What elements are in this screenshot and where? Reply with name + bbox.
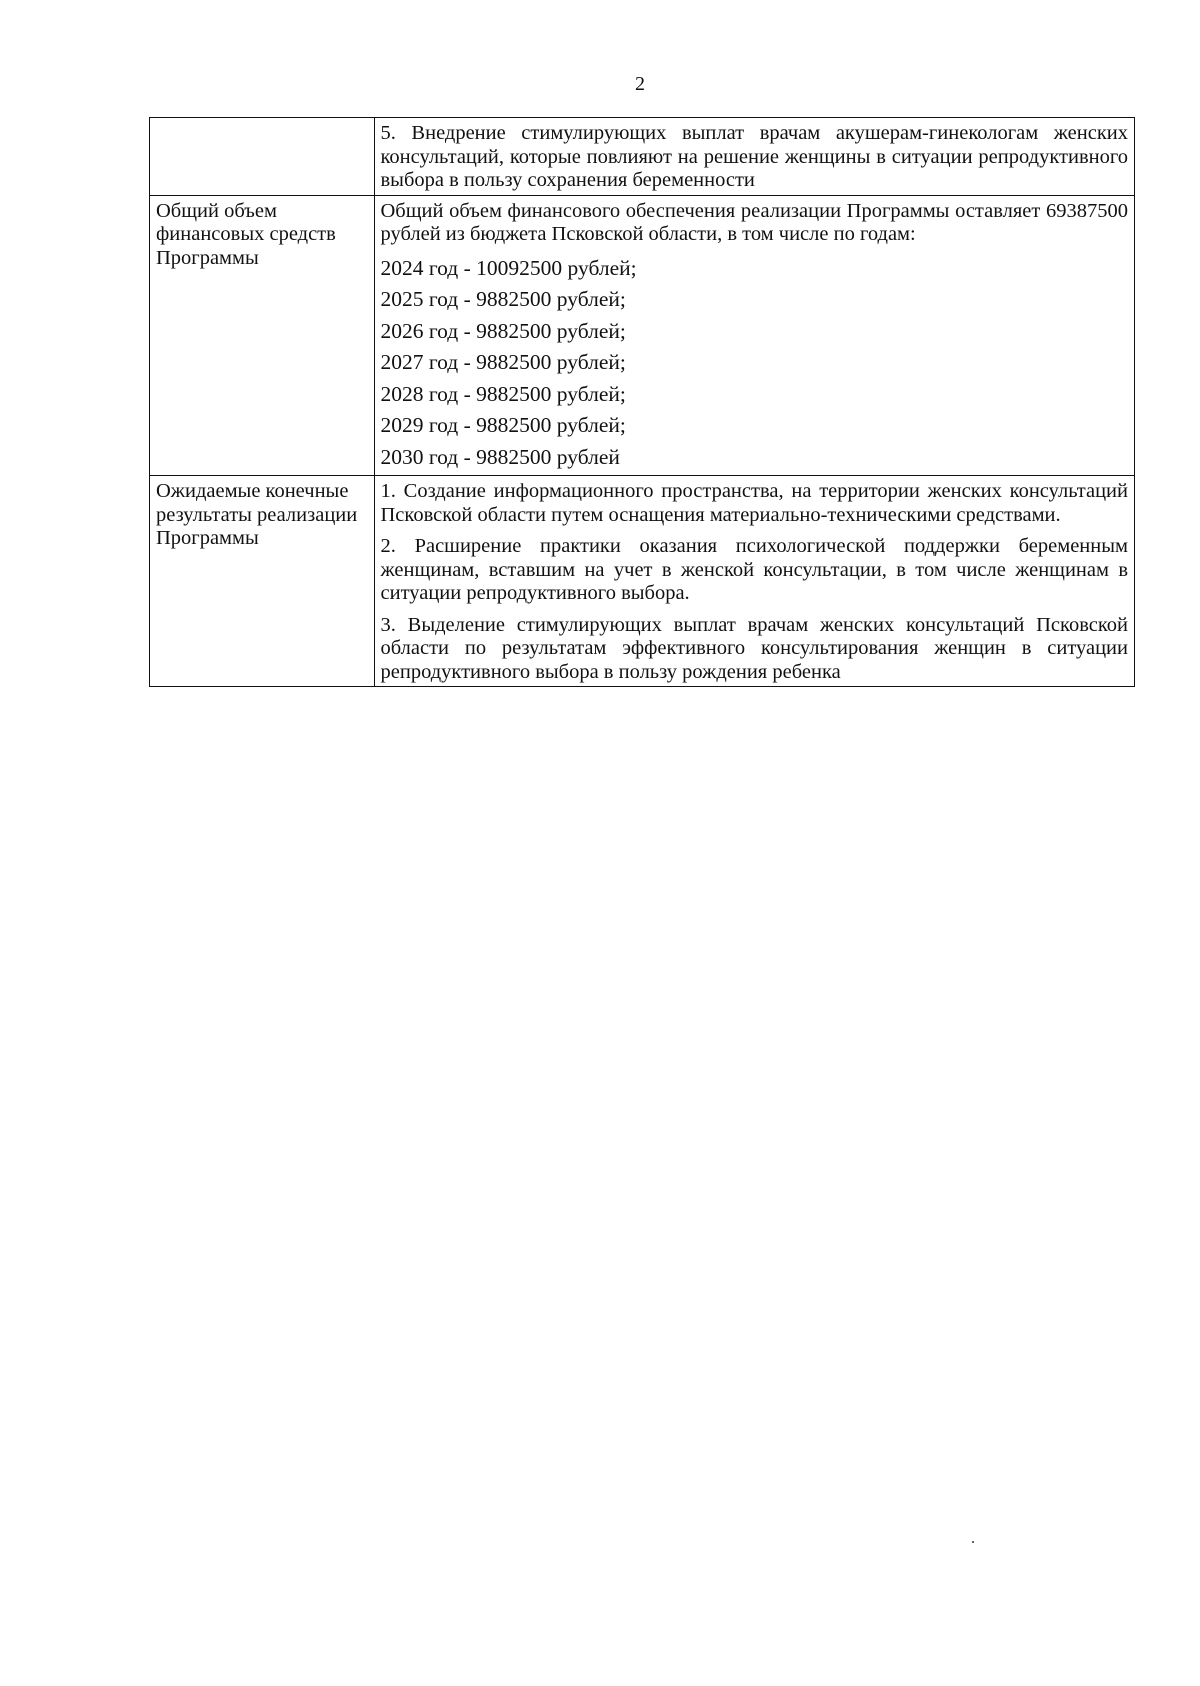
funding-year-2024: 2024 год - 10092500 рублей; [380, 255, 637, 280]
row-label-funding: Общий объем финансовых средств Программы [150, 195, 375, 476]
row-label-expected-results: Ожидаемые конечные результаты реализации Программы [150, 476, 375, 687]
result-item-2: 2. Расширение практики оказания психологической поддержки беременным женщинам, вставшим на учет в женской консультации, в том числе женщинам в ситуации репродуктивного выбора. [380, 535, 1128, 604]
funding-year-2027: 2027 год - 9882500 рублей; [380, 350, 626, 374]
measure-item-5: 5. Внедрение стимулирующих выплат врачам акушерам-гинекологам женских консультаций, которые повлияют на решение женщины в ситуации репродуктивного выбора в пользу сохранения беременности [380, 122, 1128, 191]
funding-year-2025: 2025 год - 9882500 рублей; [380, 287, 626, 311]
table-row-measures-continued [150, 118, 1135, 196]
row-content-expected-results [374, 476, 1135, 687]
row-content-funding [374, 195, 1135, 476]
table-row-expected-results [150, 476, 1135, 687]
table-row-funding [150, 195, 1135, 476]
result-item-1: 1. Создание информационного пространства, на территории женских консультаций Псковской области путем оснащения материально-техническими средствами. [380, 480, 1128, 526]
funding-year-2028: 2028 год - 9882500 рублей; [380, 381, 626, 406]
page-number: 2 [635, 73, 645, 95]
program-passport-table [149, 117, 1135, 687]
scan-artifact-dot [972, 1541, 974, 1543]
row-label-empty [150, 118, 375, 196]
funding-year-2029: 2029 год - 9882500 рублей; [380, 413, 626, 437]
result-item-3: 3. Выделение стимулирующих выплат врачам женских консультаций Псковской области по результатам эффективного консультирования женщин в ситуации репродуктивного выбора в пользу рождения ребенка [380, 613, 1128, 683]
row-content-measures [374, 118, 1135, 196]
funding-year-2026: 2026 год - 9882500 рублей; [380, 318, 626, 343]
funding-intro: Общий объем финансового обеспечения реализации Программы оставляет 69387500 рублей из бюджета Псковской области, в том числе по годам: [380, 199, 1128, 245]
funding-year-2030: 2030 год - 9882500 рублей [380, 444, 620, 469]
